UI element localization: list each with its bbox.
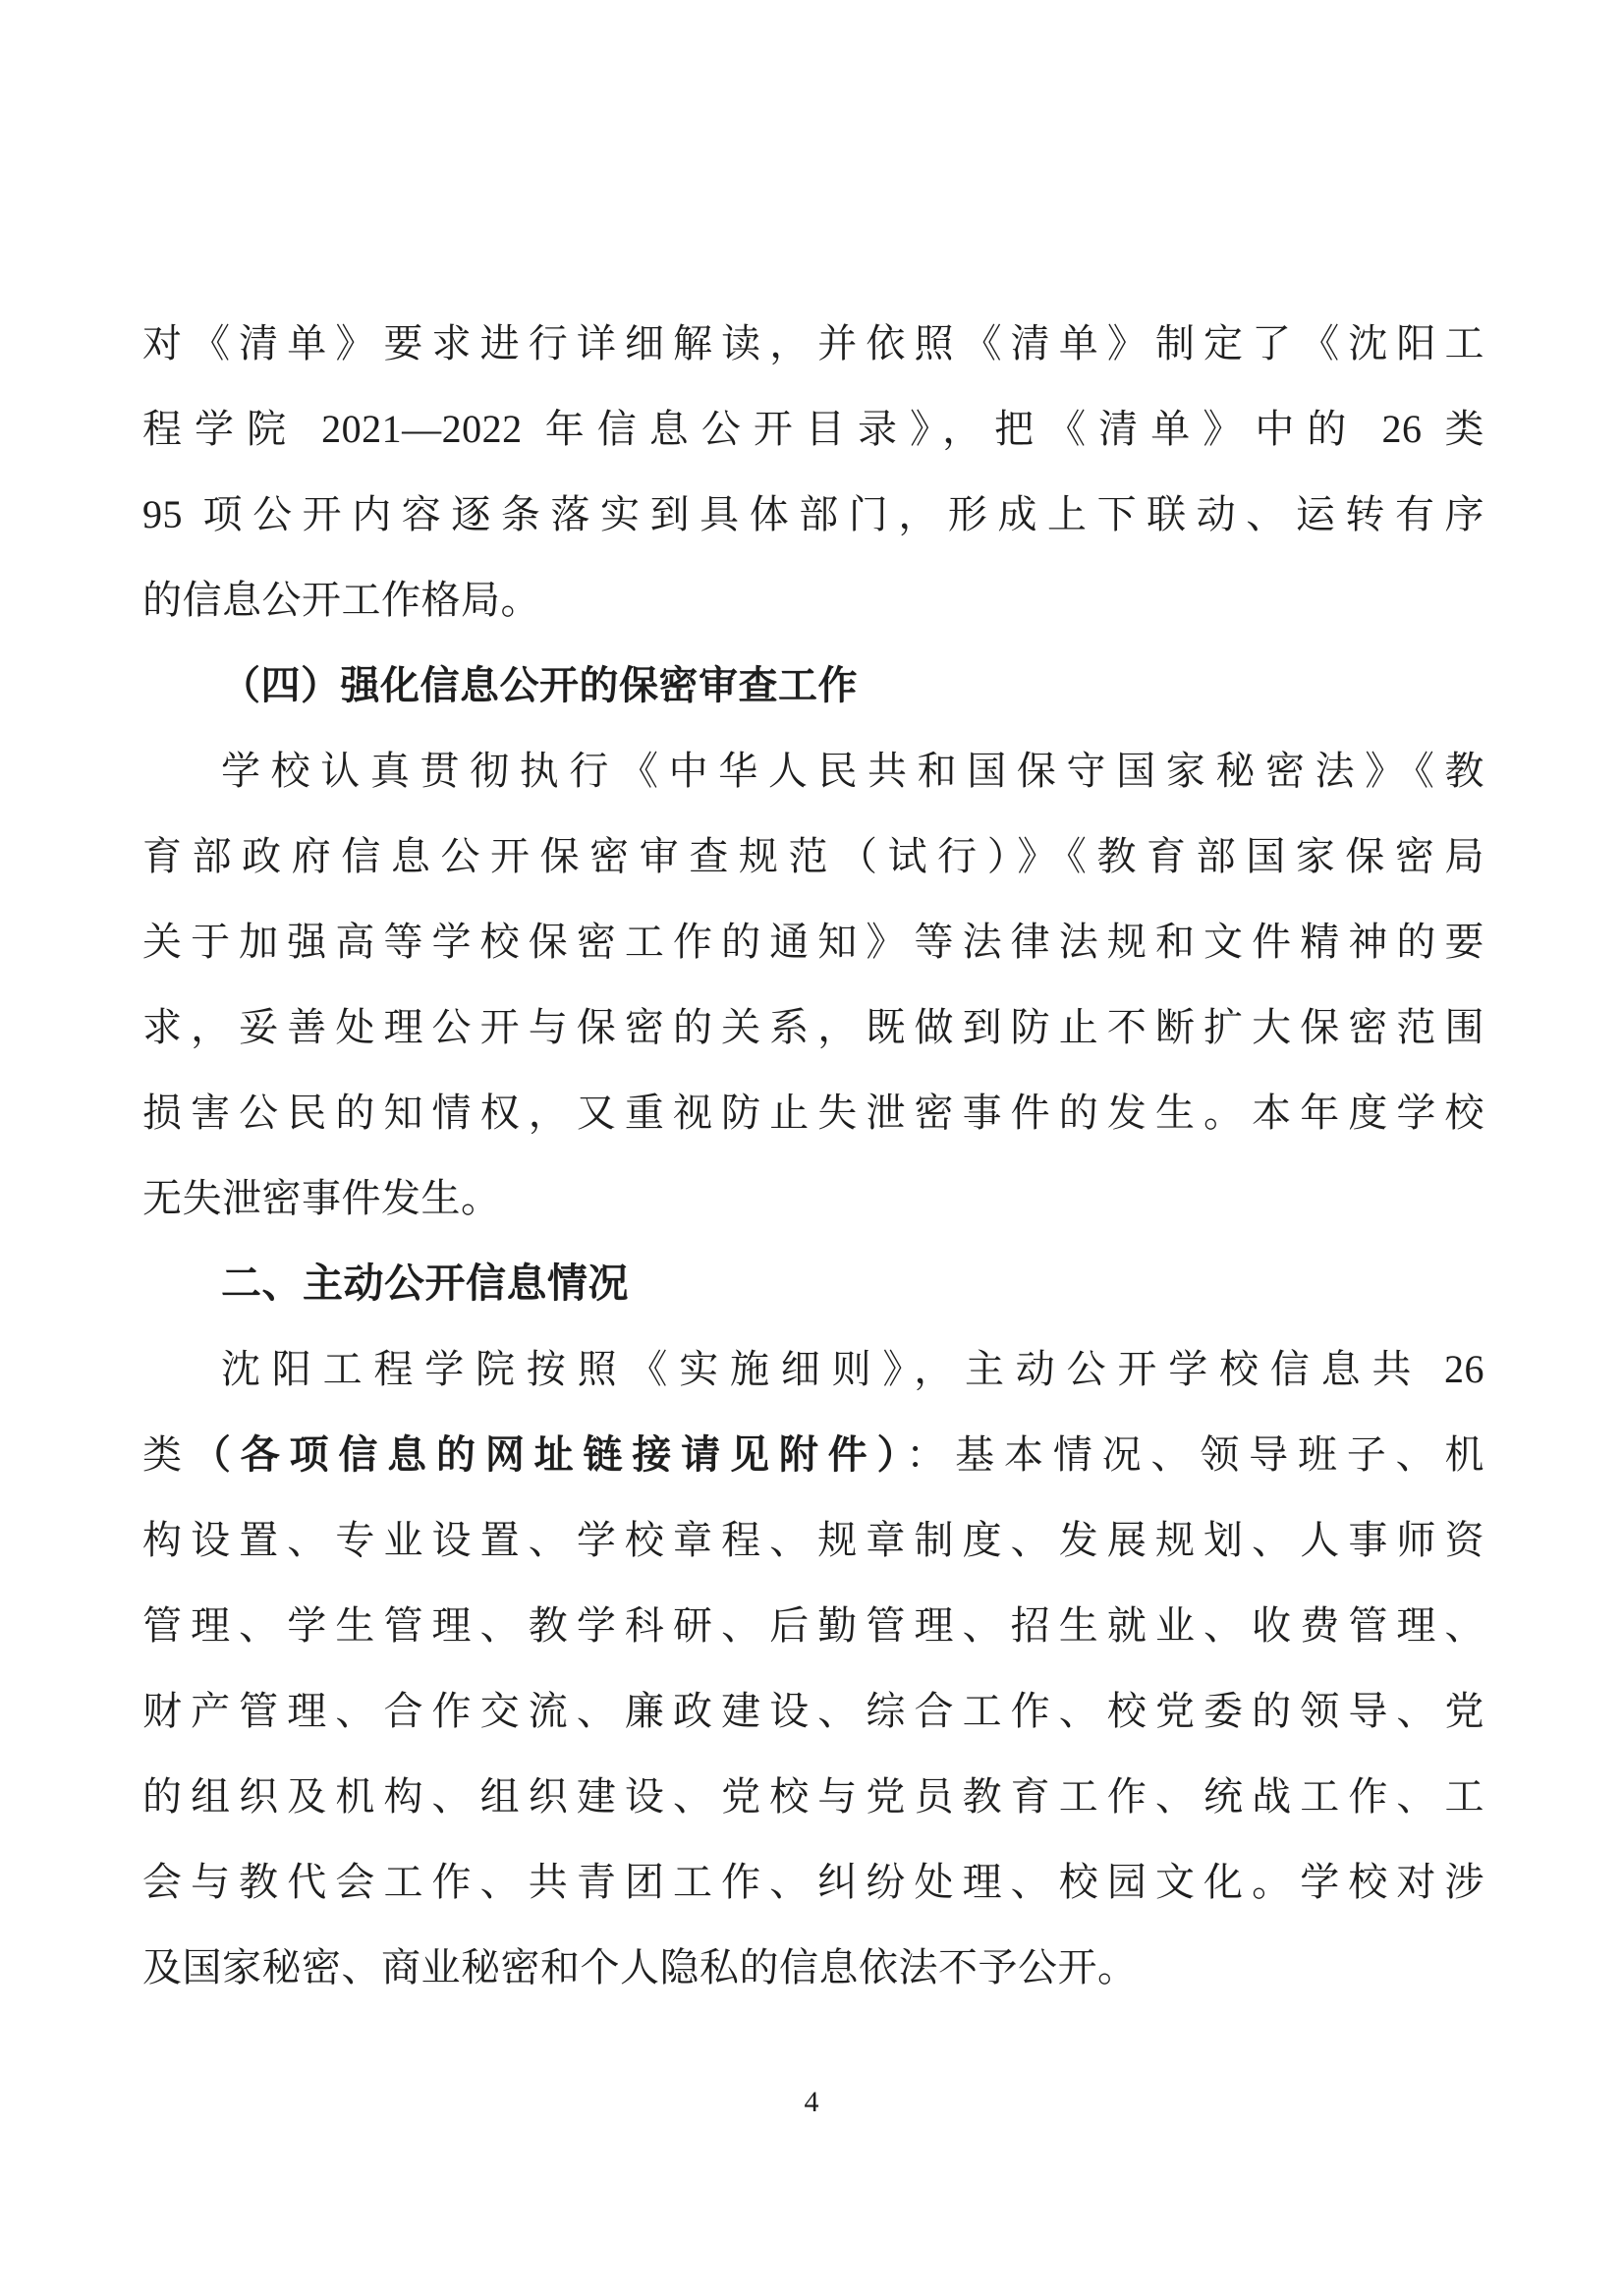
text-block (142, 301, 1484, 2010)
body-line: 关于加强高等学校保密工作的通知》等法律法规和文件精神的要 (142, 920, 1484, 964)
body-line: 会与教代会工作、共青团工作、纠纷处理、校园文化。学校对涉 (142, 1860, 1484, 1904)
body-text: ：基本情况、领导班子、机 (906, 1432, 1485, 1477)
body-line paragraph-end: 无失泄密事件发生。 (142, 1176, 501, 1220)
body-line: 95 项公开内容逐条落实到具体部门，形成上下联动、运转有序 (142, 492, 1484, 536)
body-text: 类 (142, 1432, 192, 1477)
section-heading: 二、主动公开信息情况 (221, 1260, 629, 1306)
body-line (142, 1412, 1484, 1497)
body-line: 构设置、专业设置、学校章程、规章制度、发展规划、人事师资 (142, 1518, 1484, 1562)
subsection-heading: （四）强化信息公开的保密审查工作 (221, 663, 858, 707)
body-line: 学校认真贯彻执行《中华人民共和国保守国家秘密法》《教 (221, 749, 1484, 793)
body-line paragraph-end: 的信息公开工作格局。 (142, 578, 540, 622)
body-line: 育部政府信息公开保密审查规范（试行）》《教育部国家保密局 (142, 834, 1484, 878)
attachment-note-bold: （各项信息的网址链接请见附件） (191, 1432, 907, 1477)
body-line: 管理、学生管理、教学科研、后勤管理、招生就业、收费管理、 (142, 1603, 1484, 1648)
body-line: 沈阳工程学院按照《实施细则》，主动公开学校信息共 26 (221, 1347, 1484, 1391)
page-number: 4 (804, 2086, 819, 2118)
body-line: 的组织及机构、组织建设、党校与党员教育工作、统战工作、工 (142, 1774, 1484, 1819)
body-line: 财产管理、合作交流、廉政建设、综合工作、校党委的领导、党 (142, 1689, 1484, 1733)
body-line: 损害公民的知情权，又重视防止失泄密事件的发生。本年度学校 (142, 1091, 1484, 1135)
body-line: 求，妥善处理公开与保密的关系，既做到防止不断扩大保密范围 (142, 1005, 1484, 1049)
body-line: 对《清单》要求进行详细解读，并依照《清单》制定了《沈阳工 (142, 321, 1484, 365)
body-line: 程学院 2021—2022 年信息公开目录》，把《清单》中的 26 类 (142, 407, 1484, 451)
body-line paragraph-end: 及国家秘密、商业秘密和个人隐私的信息依法不予公开。 (142, 1945, 1138, 1989)
